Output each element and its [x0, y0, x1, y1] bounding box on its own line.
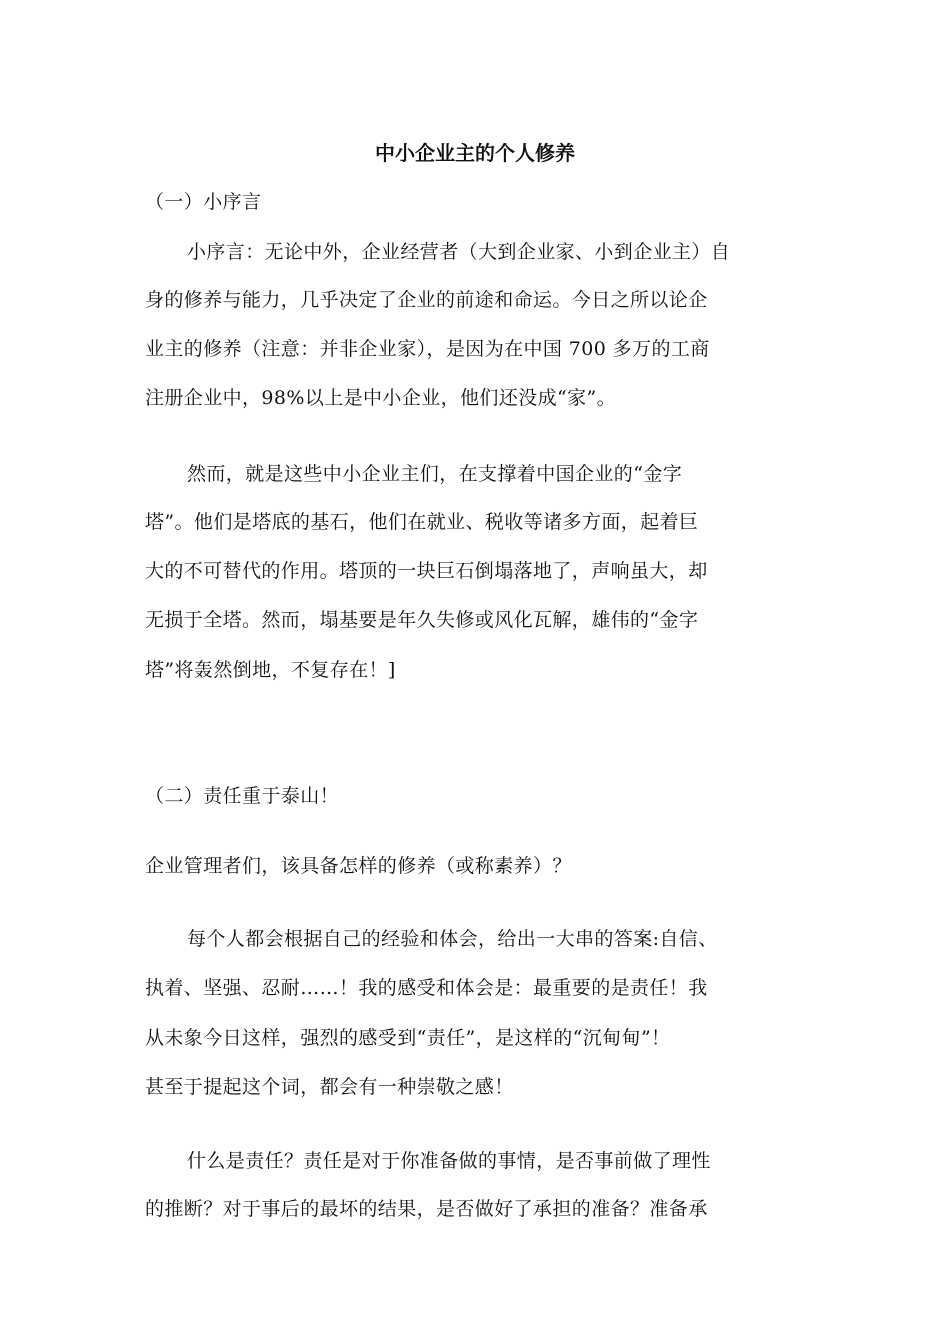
- section-heading-responsibility: （二）责任重于泰山！: [145, 785, 340, 807]
- paragraph-line: 甚至于提起这个词，都会有一种崇敬之感！: [145, 1076, 514, 1098]
- paragraph-line: 从未象今日这样，强烈的感受到“责任”，是这样的“沉甸甸”！: [145, 1027, 671, 1049]
- document-title: 中小企业主的个人修养: [375, 141, 575, 165]
- paragraph-line: 每个人都会根据自己的经验和体会，给出一大串的答案:自信、: [187, 928, 718, 950]
- paragraph-line: 注册企业中，98%以上是中小企业，他们还没成“家”。: [145, 387, 617, 409]
- paragraph-line: 的推断？对于事后的最坏的结果，是否做好了承担的准备？准备承: [145, 1198, 708, 1220]
- paragraph-line: 然而，就是这些中小企业主们，在支撑着中国企业的“金字: [187, 463, 683, 485]
- paragraph-line: 无损于全塔。然而，塌基要是年久失修或风化瓦解，雄伟的“金字: [145, 609, 699, 631]
- paragraph-line: 企业管理者们，该具备怎样的修养（或称素养）？: [145, 855, 572, 877]
- paragraph-line: 身的修养与能力，几乎决定了企业的前途和命运。今日之所以论企: [145, 289, 708, 311]
- paragraph-line: 小序言：无论中外，企业经营者（大到企业家、小到企业主）自: [187, 241, 731, 263]
- paragraph-line: 业主的修养（注意：并非企业家），是因为在中国 700 多万的工商: [145, 338, 710, 360]
- paragraph-line: 塔”将轰然倒地，不复存在！]: [145, 659, 396, 681]
- paragraph-line: 什么是责任？责任是对于你准备做的事情，是否事前做了理性: [187, 1150, 711, 1172]
- paragraph-line: 大的不可替代的作用。塔顶的一块巨石倒塌落地了，声响虽大，却: [145, 560, 708, 582]
- paragraph-line: 塔”。他们是塔底的基石，他们在就业、税收等诸多方面，起着巨: [145, 511, 699, 533]
- paragraph-line: 执着、坚强、忍耐……！我的感受和体会是：最重要的是责任！我: [145, 977, 708, 999]
- section-heading-preface: （一）小序言: [145, 191, 262, 213]
